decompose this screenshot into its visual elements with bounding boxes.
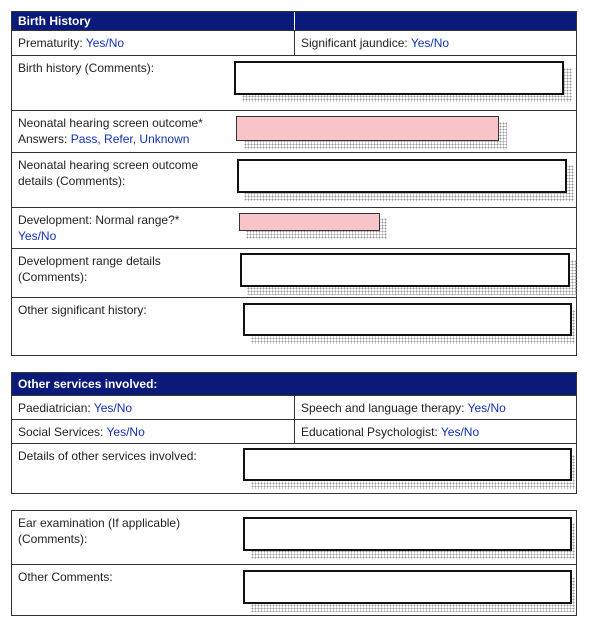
other-history-row	[12, 297, 576, 355]
hearing-details-row	[12, 152, 576, 207]
hearing-outcome-row	[12, 110, 576, 152]
hearing-outcome-field[interactable]	[236, 116, 499, 141]
services-details-row	[12, 443, 576, 493]
prematurity-label: Prematurity:	[18, 36, 83, 50]
other-comments-row	[12, 564, 576, 615]
birth-comments-field[interactable]	[234, 61, 564, 95]
social-edpsych-row	[12, 419, 576, 443]
services-details-field[interactable]	[243, 448, 572, 481]
hearing-details-label-line2: details (Comments):	[18, 174, 126, 188]
answers-prefix: Answers:	[18, 132, 68, 146]
development-answers[interactable]: Yes/No	[18, 229, 57, 243]
development-details-row	[12, 248, 576, 297]
development-details-field[interactable]	[240, 253, 570, 287]
jaundice-cell	[295, 31, 577, 55]
speech-therapy-answers[interactable]: Yes/No	[467, 401, 506, 415]
development-details-label-line2: (Comments):	[18, 270, 88, 284]
header-divider	[294, 12, 295, 30]
hearing-details-label-line1: Neonatal hearing screen outcome	[18, 158, 199, 172]
birth-history-header	[12, 12, 576, 30]
prematurity-answers[interactable]: Yes/No	[85, 36, 125, 50]
development-row	[12, 207, 576, 248]
paediatrician-label: Paediatrician:	[18, 401, 91, 415]
paediatrician-speech-row	[12, 395, 576, 419]
jaundice-label: Significant jaundice:	[301, 36, 408, 50]
hearing-outcome-answers[interactable]: Pass, Refer, Unknown	[70, 132, 190, 146]
development-field[interactable]	[239, 213, 380, 231]
other-history-label: Other significant history:	[18, 303, 147, 317]
birth-comments-row	[12, 55, 576, 110]
ear-exam-field[interactable]	[243, 517, 572, 551]
speech-therapy-label: Speech and language therapy:	[301, 401, 465, 415]
other-services-section	[11, 372, 577, 494]
development-details-label-line1: Development range details	[18, 254, 161, 268]
development-label: Development: Normal range?*	[18, 213, 180, 227]
birth-history-section	[11, 11, 577, 356]
prematurity-cell	[12, 31, 294, 55]
hearing-details-field[interactable]	[237, 159, 567, 193]
birth-comments-label: Birth history (Comments):	[18, 61, 155, 75]
jaundice-answers[interactable]: Yes/No	[410, 36, 450, 50]
other-services-title: Other services involved:	[18, 377, 158, 391]
hearing-outcome-label: Neonatal hearing screen outcome*	[18, 116, 203, 130]
ear-exam-row	[12, 511, 576, 564]
other-history-field[interactable]	[243, 303, 572, 336]
educational-psychologist-label: Educational Psychologist:	[301, 425, 438, 439]
birth-history-title: Birth History	[18, 14, 91, 28]
educational-psychologist-answers[interactable]: Yes/No	[440, 425, 480, 439]
social-services-label: Social Services:	[18, 425, 104, 439]
social-services-answers[interactable]: Yes/No	[106, 425, 145, 439]
other-comments-label: Other Comments:	[18, 570, 113, 584]
other-services-header	[12, 373, 576, 395]
ear-exam-label-line1: Ear examination (If applicable)	[18, 516, 181, 530]
prematurity-jaundice-row	[12, 30, 576, 55]
extra-comments-section	[11, 510, 577, 616]
paediatrician-answers[interactable]: Yes/No	[93, 401, 133, 415]
other-comments-field[interactable]	[243, 570, 572, 604]
services-details-label: Details of other services involved:	[18, 449, 197, 463]
ear-exam-label-line2: (Comments):	[18, 532, 88, 546]
